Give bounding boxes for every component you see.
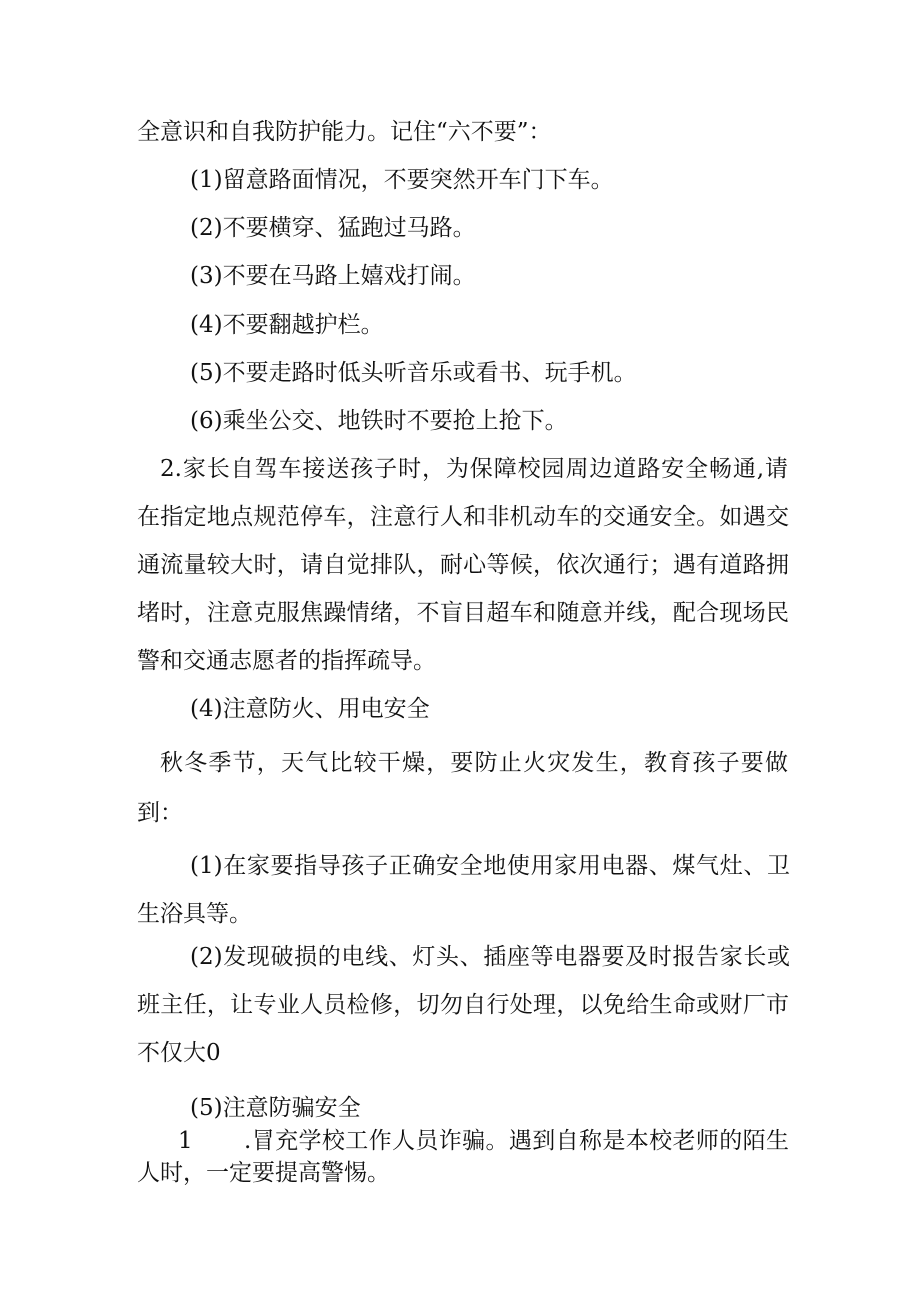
paragraph-line: 不仅大0 bbox=[137, 1040, 221, 1066]
paragraph-line: .冒充学校工作人员诈骗。遇到自称是本校老师的陌生 bbox=[244, 1128, 789, 1154]
paragraph-line: 班主任，让专业人员检修，切勿自行处理，以免给生命或财厂市 bbox=[137, 992, 789, 1018]
paragraph-line: 通流量较大时，请自觉排队，耐心等候，依次通行；遇有道路拥 bbox=[137, 552, 789, 578]
section-heading: (5)注意防骗安全 bbox=[190, 1095, 361, 1121]
list-item-4: (4)不要翻越护栏。 bbox=[190, 312, 384, 338]
paragraph-line: 秋冬季节，天气比较干燥，要防止火灾发生，教育孩子要做 bbox=[160, 750, 788, 776]
list-item-2: (2)不要横穿、猛跑过马路。 bbox=[190, 215, 476, 241]
list-item-5: (5)不要走路时低头听音乐或看书、玩手机。 bbox=[190, 360, 637, 386]
item-number: 1 bbox=[178, 1128, 193, 1154]
paragraph-line: 人时，一定要提高警惕。 bbox=[137, 1160, 390, 1186]
list-item-1: (1)在家要指导孩子正确安全地使用家用电器、煤气灶、卫 bbox=[190, 853, 790, 879]
list-item-1: (1)留意路面情况，不要突然开车门下车。 bbox=[190, 167, 614, 193]
paragraph-line: 生浴具等。 bbox=[137, 901, 252, 927]
paragraph-line: 2.家长自驾车接送孩子时，为保障校园周边道路安全畅通,请 bbox=[160, 456, 788, 482]
paragraph-line: 到： bbox=[137, 800, 183, 826]
list-item-3: (3)不要在马路上嬉戏打闹。 bbox=[190, 263, 476, 289]
section-heading: (4)注意防火、用电安全 bbox=[190, 696, 430, 722]
paragraph-line: 堵时，注意克服焦躁情绪，不盲目超车和随意并线，配合现场民 bbox=[137, 600, 789, 626]
paragraph-line: 在指定地点规范停车，注意行人和非机动车的交通安全。如遇交 bbox=[137, 504, 789, 530]
paragraph-line: 警和交通志愿者的指挥疏导。 bbox=[137, 648, 436, 674]
paragraph-line: 全意识和自我防护能力。记住“六不要”： bbox=[137, 119, 552, 145]
list-item-6: (6)乘坐公交、地铁时不要抢上抢下。 bbox=[190, 408, 568, 434]
list-item-2: (2)发现破损的电线、灯头、插座等电器要及时报告家长或 bbox=[190, 944, 790, 970]
